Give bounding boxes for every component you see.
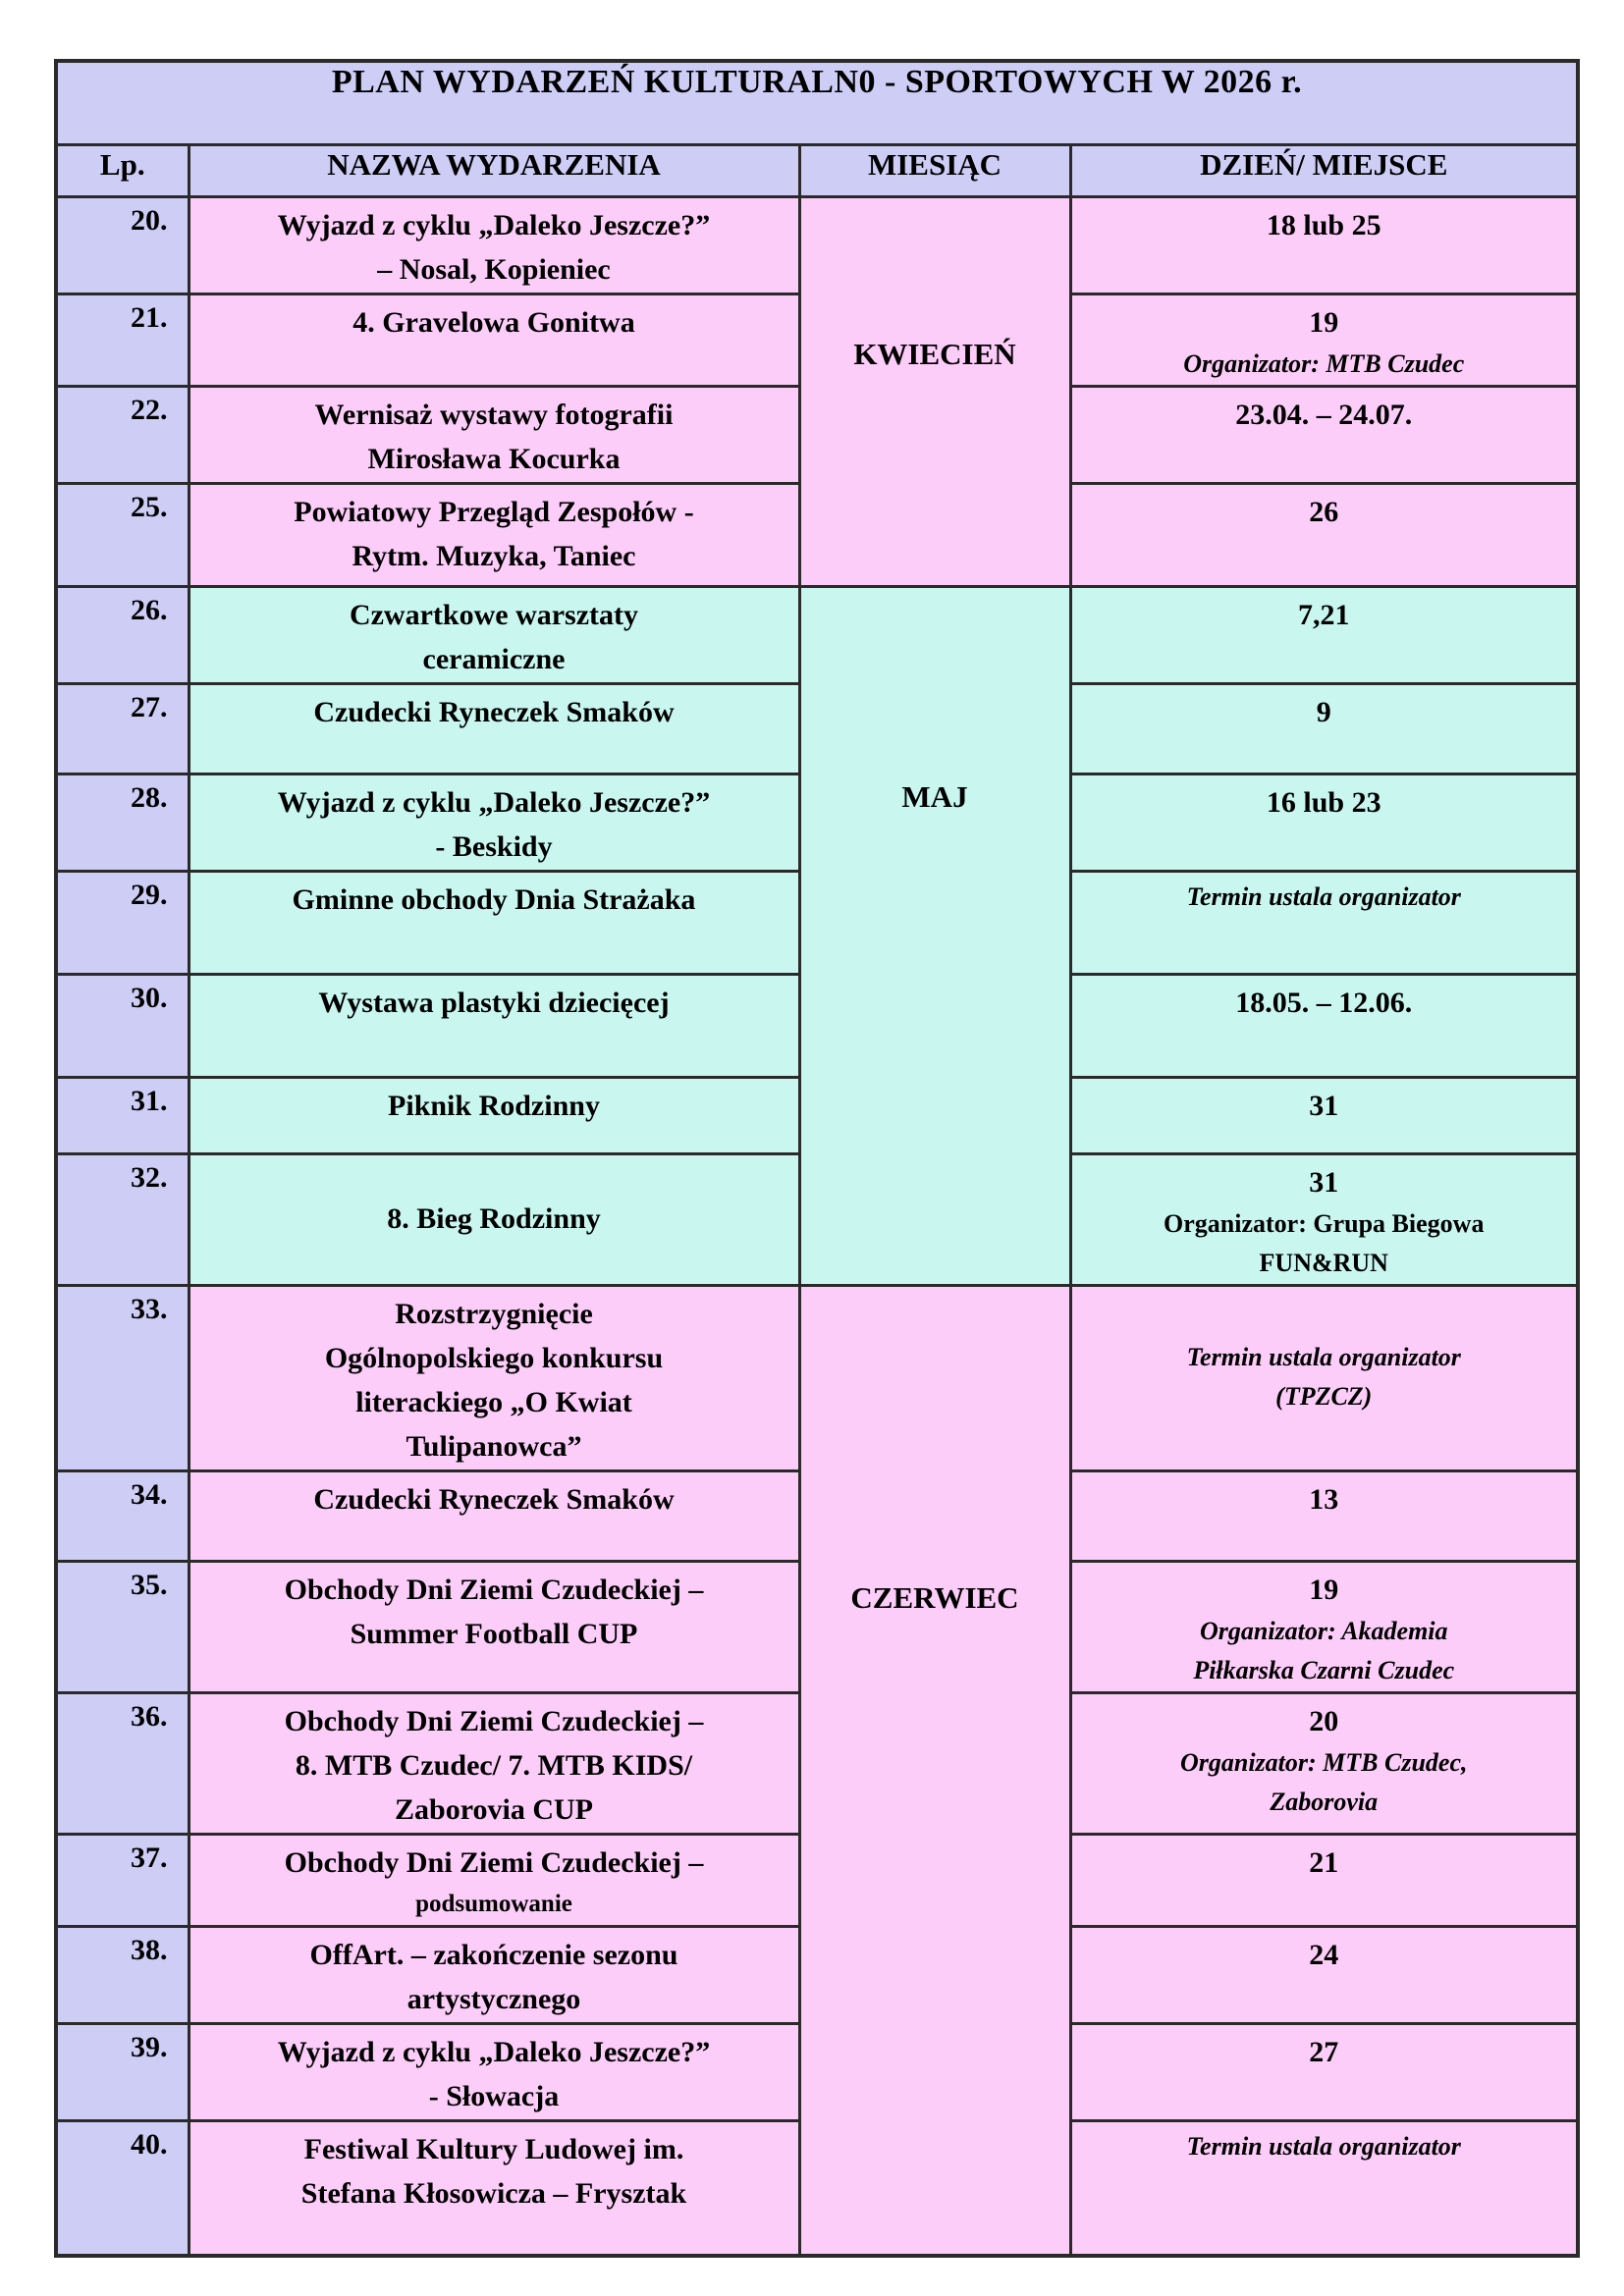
day-cell (1070, 871, 1578, 974)
day-line: 13 (1309, 1482, 1339, 1516)
page-title: PLAN WYDARZEŃ KULTURALN0 - SPORTOWYCH W 2026 r. (56, 61, 1578, 144)
lp-cell: 34. (56, 1470, 189, 1561)
event-name-line: 4. Gravelowa Gonitwa (352, 305, 635, 339)
lp-cell: 25. (56, 483, 189, 586)
day-cell (1070, 2120, 1578, 2256)
day-line: 24 (1309, 1938, 1339, 1971)
event-name-line: 8. MTB Czudec/ 7. MTB KIDS/ (295, 1748, 693, 1782)
event-name-cell (189, 1926, 799, 2023)
event-name-cell (189, 386, 799, 483)
day-cell (1070, 386, 1578, 483)
event-name-line: Wyjazd z cyklu „Daleko Jeszcze?” (277, 208, 711, 241)
event-name-line: Czudecki Ryneczek Smaków (313, 1482, 675, 1516)
event-name-line: Obchody Dni Ziemi Czudeckiej – (284, 1845, 704, 1879)
event-name-cell (189, 196, 799, 294)
day-line: 19 (1309, 305, 1339, 339)
event-name-cell (189, 1470, 799, 1561)
day-line: 20 (1309, 1704, 1339, 1737)
day-line: Piłkarska Czarni Czudec (1193, 1655, 1455, 1684)
day-cell (1070, 1285, 1578, 1470)
event-name-cell (189, 683, 799, 774)
event-name-cell (189, 871, 799, 974)
day-line: 26 (1309, 495, 1339, 528)
lp-cell: 30. (56, 974, 189, 1077)
event-name-cell (189, 1153, 799, 1285)
month-cell (799, 1285, 1070, 2256)
event-name-cell (189, 2120, 799, 2256)
lp-cell: 20. (56, 196, 189, 294)
table-row (56, 586, 1578, 683)
day-cell (1070, 196, 1578, 294)
column-header-day-place: DZIEŃ/ MIEJSCE (1070, 144, 1578, 196)
lp-cell: 39. (56, 2023, 189, 2120)
event-name-cell (189, 1285, 799, 1470)
event-name-line: Rozstrzygnięcie (395, 1297, 593, 1330)
month-label: KWIECIEŃ (853, 336, 1016, 371)
event-name-line: Wyjazd z cyklu „Daleko Jeszcze?” (277, 2035, 711, 2068)
column-header-month: MIESIĄC (799, 144, 1070, 196)
lp-cell: 38. (56, 1926, 189, 2023)
event-name-line: ceramiczne (422, 642, 566, 675)
event-name-line: Summer Football CUP (350, 1617, 638, 1650)
day-line: Organizator: MTB Czudec (1183, 348, 1465, 378)
day-line: 18.05. – 12.06. (1235, 986, 1413, 1019)
day-cell (1070, 2023, 1578, 2120)
event-name-line: Czudecki Ryneczek Smaków (313, 695, 675, 728)
event-name-line: - Słowacja (428, 2079, 560, 2112)
event-name-cell (189, 974, 799, 1077)
day-line: 19 (1309, 1573, 1339, 1606)
event-name-line: Wystawa plastyki dziecięcej (318, 986, 670, 1019)
event-name-cell (189, 774, 799, 871)
lp-cell: 27. (56, 683, 189, 774)
event-name-line: Rytm. Muzyka, Taniec (352, 539, 636, 572)
event-name-line: Powiatowy Przegląd Zespołów - (294, 495, 694, 528)
day-line: FUN&RUN (1259, 1248, 1388, 1277)
event-name-line: Zaborovia CUP (395, 1792, 593, 1826)
event-name-line: artystycznego (406, 1982, 581, 2015)
day-cell (1070, 683, 1578, 774)
event-name-line: Piknik Rodzinny (388, 1089, 600, 1122)
day-line: 27 (1309, 2035, 1339, 2068)
day-line: Termin ustala organizator (1186, 2131, 1461, 2161)
event-name-line: Gminne obchody Dnia Strażaka (292, 882, 696, 916)
day-line: 31 (1309, 1165, 1339, 1199)
day-cell (1070, 1077, 1578, 1153)
day-line: Organizator: Grupa Biegowa (1164, 1208, 1485, 1238)
month-cell (799, 586, 1070, 1285)
lp-cell: 21. (56, 294, 189, 386)
event-name-line: Obchody Dni Ziemi Czudeckiej – (284, 1573, 704, 1606)
event-name-line: Wernisaż wystawy fotografii (314, 398, 674, 431)
lp-cell: 32. (56, 1153, 189, 1285)
day-cell (1070, 1692, 1578, 1834)
day-line: 16 lub 23 (1266, 785, 1381, 819)
month-cell (799, 196, 1070, 586)
lp-cell: 37. (56, 1834, 189, 1926)
day-cell (1070, 1834, 1578, 1926)
day-line: 18 lub 25 (1266, 208, 1381, 241)
day-cell (1070, 974, 1578, 1077)
day-cell (1070, 1926, 1578, 2023)
event-name-line: Stefana Kłosowicza – Frysztak (300, 2176, 687, 2210)
event-name-line: literackiego „O Kwiat (355, 1385, 632, 1418)
table-row (56, 196, 1578, 294)
day-line: 31 (1309, 1089, 1339, 1122)
event-name-line: - Beskidy (435, 829, 553, 863)
event-name-line: – Nosal, Kopieniec (377, 252, 611, 286)
event-name-cell (189, 1834, 799, 1926)
day-cell (1070, 774, 1578, 871)
lp-cell: 33. (56, 1285, 189, 1470)
header-row (56, 144, 1578, 196)
day-line: 9 (1316, 695, 1331, 728)
lp-cell: 29. (56, 871, 189, 974)
event-name-line: 8. Bieg Rodzinny (387, 1202, 601, 1235)
event-name-line: OffArt. – zakończenie sezonu (309, 1938, 678, 1971)
event-name-line: Ogólnopolskiego konkursu (324, 1341, 664, 1374)
lp-cell: 22. (56, 386, 189, 483)
table-row (56, 1285, 1578, 1470)
column-header-event-name: NAZWA WYDARZENIA (189, 144, 799, 196)
event-name-line: Tulipanowca” (406, 1429, 582, 1463)
event-name-cell (189, 1692, 799, 1834)
event-name-line: Festiwal Kultury Ludowej im. (303, 2132, 684, 2165)
day-cell (1070, 1470, 1578, 1561)
day-line: Termin ustala organizator (1186, 881, 1461, 911)
event-name-line: Mirosława Kocurka (367, 442, 621, 475)
lp-cell: 31. (56, 1077, 189, 1153)
day-line: 7,21 (1298, 598, 1350, 631)
events-table (54, 59, 1580, 2258)
day-line: Organizator: Akademia (1199, 1616, 1448, 1645)
day-line: (TPZCZ) (1275, 1382, 1373, 1411)
lp-cell: 35. (56, 1561, 189, 1692)
day-line: 23.04. – 24.07. (1235, 398, 1413, 431)
column-header-lp: Lp. (56, 144, 189, 196)
event-name-cell (189, 294, 799, 386)
event-name-cell (189, 2023, 799, 2120)
lp-cell: 26. (56, 586, 189, 683)
day-line: Termin ustala organizator (1186, 1343, 1461, 1371)
event-name-cell (189, 1561, 799, 1692)
event-name-cell (189, 586, 799, 683)
day-cell (1070, 586, 1578, 683)
event-name-line: podsumowanie (415, 1890, 572, 1917)
day-line: Zaborovia (1270, 1787, 1379, 1816)
event-name-line: Wyjazd z cyklu „Daleko Jeszcze?” (277, 785, 711, 819)
day-cell (1070, 1153, 1578, 1285)
day-cell (1070, 1561, 1578, 1692)
event-name-cell (189, 483, 799, 586)
month-label: CZERWIEC (850, 1579, 1019, 1615)
lp-cell: 28. (56, 774, 189, 871)
event-name-cell (189, 1077, 799, 1153)
month-label: MAJ (901, 778, 968, 814)
day-cell (1070, 483, 1578, 586)
event-name-line: Czwartkowe warsztaty (349, 598, 639, 631)
lp-cell: 36. (56, 1692, 189, 1834)
title-row (56, 61, 1578, 144)
day-cell (1070, 294, 1578, 386)
day-line: Organizator: MTB Czudec, (1179, 1747, 1468, 1777)
lp-cell: 40. (56, 2120, 189, 2256)
event-name-line: Obchody Dni Ziemi Czudeckiej – (284, 1704, 704, 1737)
day-line: 21 (1309, 1845, 1339, 1879)
